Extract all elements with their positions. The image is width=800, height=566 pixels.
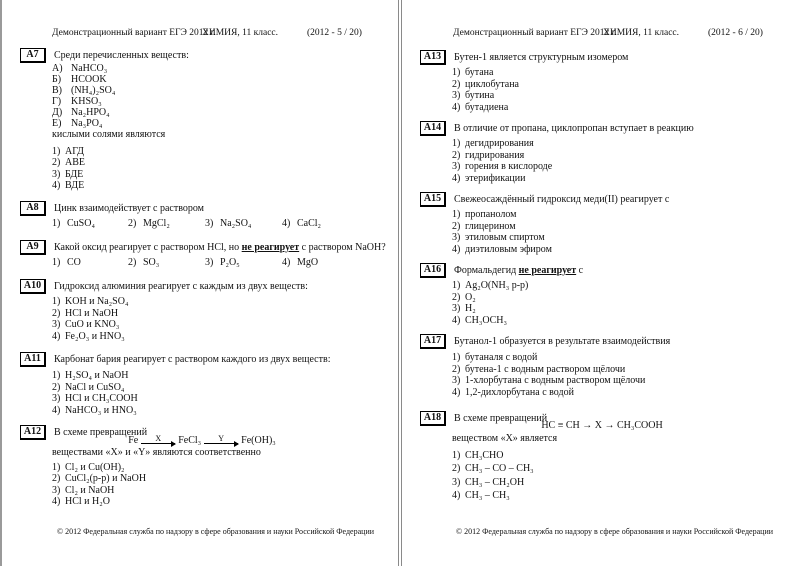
question-a12 (20, 425, 380, 508)
option-text: CH₃ – CH₃ (465, 490, 510, 502)
option-text: SO₃ (143, 257, 160, 268)
answer-option-3[interactable] (452, 375, 780, 387)
substance-label: В) (52, 85, 62, 96)
option-text: этиловым спиртом (465, 232, 545, 244)
substance-formula: Na₃PO₄ (71, 118, 103, 129)
answer-option-3[interactable] (52, 485, 380, 497)
option-number: 4) (282, 257, 291, 268)
answer-option-4[interactable] (452, 244, 780, 256)
option-number: 1) (452, 209, 461, 220)
question-number-box: A17 (420, 334, 446, 349)
substance-item (52, 63, 380, 74)
question-number-box: A7 (20, 48, 46, 63)
substance-item (52, 118, 380, 129)
question-prompt (54, 242, 386, 253)
header-page-number: (2012 - 6 / 20) (708, 28, 763, 38)
question-a15 (420, 192, 780, 255)
question-prompt (54, 354, 330, 365)
option-number: 1) (452, 449, 461, 461)
answer-option-3[interactable] (452, 90, 780, 102)
option-number: 4) (282, 218, 291, 229)
answer-options (452, 67, 780, 113)
question-number-box: A14 (420, 121, 446, 136)
question-prompt (454, 52, 628, 63)
prompt-text: В отличие от пропана, циклопропан вступает в реакцию (454, 122, 694, 134)
question-prompt (454, 123, 694, 134)
option-text: циклобутана (465, 78, 519, 90)
answer-option-2[interactable] (452, 79, 780, 91)
question-note: кислыми солями являются (52, 129, 166, 140)
option-number: 2) (452, 149, 461, 161)
substance-formula: Na₂HPO₄ (71, 107, 110, 118)
answer-option-3[interactable] (52, 319, 380, 331)
question-number-box: A11 (20, 352, 46, 367)
option-number: 3) (52, 484, 61, 496)
option-number: 2) (52, 307, 61, 319)
question-number-box: A16 (420, 263, 446, 278)
option-number: 2) (52, 473, 61, 485)
option-text: АВЕ (65, 157, 85, 169)
answer-option-4[interactable] (52, 331, 380, 343)
substance-formula: (NH₄)₂SO₄ (71, 85, 116, 96)
option-number: 2) (128, 257, 137, 268)
header-subject: ХИМИЯ, 11 класс. (603, 28, 680, 38)
option-number: 3) (205, 257, 214, 268)
answer-option-3[interactable] (452, 232, 780, 244)
question-header (20, 201, 380, 215)
question-a9 (20, 240, 386, 269)
question-header (20, 240, 386, 254)
option-text: горения в кислороде (465, 161, 553, 173)
answer-option-2[interactable] (52, 157, 380, 169)
option-number: 1) (452, 352, 461, 363)
answer-option-4[interactable] (52, 496, 380, 508)
prompt-text: Бутен-1 является структурным изомером (454, 51, 629, 63)
option-number: 3) (52, 393, 61, 405)
answer-option-1[interactable] (52, 296, 380, 308)
option-text: пропанолом (465, 209, 517, 220)
arrow-label: X (155, 434, 162, 443)
option-text: бутана (465, 67, 494, 78)
prompt-text: с (576, 264, 584, 276)
answer-option-2[interactable] (52, 382, 380, 394)
option-number: 4) (52, 496, 61, 508)
question-header (420, 50, 780, 64)
prompt-text: В схеме превращений (454, 412, 548, 424)
answer-option-3[interactable] (452, 161, 780, 173)
answer-option-2[interactable] (52, 473, 380, 485)
page-5 (0, 0, 398, 566)
substance-item (52, 85, 380, 96)
option-text: глицерином (465, 220, 516, 232)
question-header (20, 279, 380, 293)
answer-option-4[interactable] (282, 218, 321, 230)
answer-option-4[interactable] (452, 489, 780, 503)
answer-options (52, 218, 380, 230)
option-text: бутена-1 с водным раствором щёлочи (465, 363, 626, 375)
answer-option-2[interactable] (128, 218, 170, 230)
option-number: 1) (452, 138, 461, 149)
answer-option-4[interactable] (452, 102, 780, 114)
answer-option-1[interactable] (452, 449, 780, 463)
option-number: 4) (452, 314, 461, 326)
question-a14 (420, 121, 780, 184)
option-number: 1) (452, 67, 461, 78)
answer-option-2[interactable] (452, 150, 780, 162)
option-text: CH₃OCH₃ (465, 314, 507, 326)
page-6 (402, 0, 800, 566)
arrow-shaft (141, 443, 175, 444)
option-text: CaCl₂ (297, 218, 322, 229)
option-number: 4) (52, 330, 61, 342)
answer-options (452, 138, 780, 184)
question-prompt (54, 281, 308, 292)
answer-option-3[interactable] (52, 169, 380, 181)
header-title: Демонстрационный вариант ЕГЭ 2012 г. (453, 28, 617, 38)
option-number: 2) (452, 291, 461, 303)
answer-option-1[interactable] (52, 218, 95, 230)
substance-item (52, 74, 380, 85)
answer-options (52, 257, 380, 269)
prompt-text: Бутанол-1 образуется в результате взаимодействия (454, 335, 671, 347)
prompt-text: В схеме превращений (54, 426, 148, 438)
option-text: АГД (65, 145, 84, 157)
option-text: Cl₂ и Cu(OH)₂ (65, 461, 125, 473)
answer-options (452, 449, 780, 503)
option-text: бутаналя с водой (465, 352, 538, 363)
reaction-arrow-icon (204, 435, 238, 444)
option-number: 3) (452, 375, 461, 387)
question-header (420, 192, 780, 206)
option-text: этерификации (465, 172, 526, 184)
option-text: H₂ (465, 303, 476, 315)
answer-option-3[interactable] (52, 393, 380, 405)
prompt-emphasis: не реагирует (518, 264, 577, 276)
prompt-text: Среди перечисленных веществ: (54, 49, 189, 61)
substance-formula: NaHCO₃ (71, 63, 108, 74)
answer-option-2[interactable] (452, 462, 780, 476)
answer-options (452, 352, 780, 398)
question-header (420, 334, 780, 348)
option-number: 3) (52, 319, 61, 331)
question-note: веществами «X» и «Y» являются соответственно (52, 447, 261, 458)
option-text: CuO и KNO₃ (65, 319, 120, 331)
substance-label: Б) (52, 74, 62, 85)
answer-options (52, 146, 380, 192)
option-number: 3) (452, 476, 461, 488)
option-text: 1-хлорбутана с водным раствором щёлочи (465, 375, 646, 387)
option-number: 2) (452, 78, 461, 90)
option-text: Ag₂O(NH₃ р-р) (465, 280, 529, 291)
option-number: 2) (452, 463, 461, 475)
prompt-text: Цинк взаимодействует с раствором (54, 202, 205, 214)
question-number-box: A15 (420, 192, 446, 207)
header-title: Демонстрационный вариант ЕГЭ 2012 г. (52, 28, 216, 38)
question-prompt (454, 413, 547, 424)
option-number: 3) (452, 232, 461, 244)
option-text: NaHCO₃ и HNO₃ (65, 404, 137, 416)
question-a13 (420, 50, 780, 113)
substance-item (52, 96, 380, 107)
answer-option-4[interactable] (52, 180, 380, 192)
substance-formula: KHSO₃ (71, 96, 102, 107)
prompt-text: с раствором NaOH? (299, 241, 386, 253)
option-number: 4) (452, 172, 461, 184)
question-number-box: A13 (420, 50, 446, 65)
option-text: CH₃ – CH₂OH (465, 476, 525, 488)
option-text: HCl и H₂O (65, 496, 110, 508)
option-number: 4) (452, 490, 461, 502)
answer-option-3[interactable] (205, 257, 240, 269)
question-a8 (20, 201, 380, 230)
option-text: MgCl₂ (143, 218, 170, 229)
prompt-emphasis: не реагирует (241, 241, 300, 253)
question-a18 (420, 411, 780, 503)
option-number: 4) (52, 180, 61, 192)
option-text: KOH и Na₂SO₄ (65, 296, 129, 307)
question-prompt (454, 336, 670, 347)
answer-option-1[interactable] (52, 146, 380, 158)
option-text: Na₂SO₄ (220, 218, 252, 229)
answer-option-3[interactable] (452, 303, 780, 315)
prompt-text: Свежеосаждённый гидроксид меди(II) реагирует с (454, 193, 670, 205)
question-number-box: A10 (20, 279, 46, 294)
answer-option-1[interactable] (452, 209, 780, 221)
answer-option-1[interactable] (52, 257, 81, 269)
answer-option-4[interactable] (52, 405, 380, 417)
answer-option-2[interactable] (52, 308, 380, 320)
option-text: CH₃ – CO – CH₃ (465, 463, 534, 475)
option-text: ВДЕ (65, 180, 85, 192)
option-number: 1) (452, 280, 461, 291)
option-text: H₂SO₄ и NaOH (65, 370, 129, 381)
question-header (420, 263, 780, 277)
question-prompt (454, 194, 669, 205)
question-a7 (20, 48, 380, 192)
option-text: NaCl и CuSO₄ (65, 381, 125, 393)
answer-option-1[interactable] (452, 280, 780, 292)
question-a11 (20, 352, 380, 416)
answer-option-1[interactable] (452, 352, 780, 364)
option-text: CuCl₂(р-р) и NaOH (65, 473, 147, 485)
answer-option-1[interactable] (452, 67, 780, 79)
option-number: 1) (52, 218, 61, 229)
question-prompt (454, 265, 583, 276)
option-number: 1) (52, 296, 61, 307)
option-text: CuSO₄ (67, 218, 95, 229)
option-number: 3) (452, 303, 461, 315)
answer-options (52, 370, 380, 416)
answer-option-3[interactable] (452, 476, 780, 490)
header-page-number: (2012 - 5 / 20) (307, 28, 362, 38)
option-text: HCl и NaOH (65, 307, 119, 319)
option-number: 4) (452, 386, 461, 398)
option-number: 2) (128, 218, 137, 229)
page-footer-copyright: © 2012 Федеральная служба по надзору в сфере образования и науки Российской Федерации (57, 527, 374, 536)
answer-option-1[interactable] (452, 138, 780, 150)
prompt-text: Карбонат бария реагирует с раствором каждого из двух веществ: (54, 353, 331, 365)
answer-options (452, 209, 780, 255)
scheme-substance: FeCl₃ (178, 435, 202, 446)
option-number: 4) (52, 404, 61, 416)
question-a16 (420, 263, 780, 326)
arrow-shaft (204, 443, 238, 444)
question-number-box: A9 (20, 240, 46, 255)
option-number: 2) (52, 381, 61, 393)
option-number: 3) (452, 161, 461, 173)
answer-option-2[interactable] (128, 257, 159, 269)
question-header (20, 352, 380, 366)
scheme-substance: Fe(OH)₃ (241, 435, 276, 446)
question-header (20, 48, 380, 62)
question-note: веществом «X» является (452, 433, 558, 444)
option-number: 2) (452, 220, 461, 232)
option-number: 1) (52, 257, 61, 268)
option-text: 1,2-дихлорбутана с водой (465, 386, 574, 398)
question-header (420, 121, 780, 135)
reaction-arrow-icon (141, 435, 175, 444)
answer-option-1[interactable] (52, 370, 380, 382)
substance-formula: HCOOK (71, 74, 107, 85)
answer-options (452, 280, 780, 326)
question-number-box: A12 (20, 425, 46, 440)
answer-option-4[interactable] (452, 387, 780, 399)
answer-option-4[interactable] (282, 257, 318, 269)
option-text: бутина (465, 90, 495, 102)
question-prompt (54, 203, 204, 214)
option-text: диэтиловым эфиром (465, 243, 552, 255)
option-text: HCl и CH₃COOH (65, 393, 138, 405)
substance-label: А) (52, 63, 63, 74)
answer-option-3[interactable] (205, 218, 251, 230)
answer-option-1[interactable] (52, 462, 380, 474)
option-number: 4) (452, 101, 461, 113)
option-text: CH₃CHO (465, 449, 504, 461)
option-number: 1) (52, 370, 61, 381)
answer-option-2[interactable] (452, 221, 780, 233)
option-text: MgO (297, 257, 319, 268)
question-a10 (20, 279, 380, 342)
option-number: 2) (452, 363, 461, 375)
question-number-box: A8 (20, 201, 46, 216)
option-number: 4) (452, 243, 461, 255)
option-number: 1) (52, 461, 61, 473)
substance-label: Г) (52, 96, 62, 107)
option-text: бутадиена (465, 101, 509, 113)
question-a17 (420, 334, 780, 398)
arrow-label: Y (218, 434, 225, 443)
scheme-substance: Fe (128, 435, 139, 446)
answer-options (52, 296, 380, 342)
prompt-text: Гидроксид алюминия реагирует с каждым из двух веществ: (54, 280, 308, 292)
page-footer-copyright: © 2012 Федеральная служба по надзору в сфере образования и науки Российской Федерации (456, 527, 773, 536)
answer-option-2[interactable] (452, 364, 780, 376)
option-text: P₂O₅ (220, 257, 240, 268)
option-text: гидрирования (465, 149, 525, 161)
answer-options (52, 462, 380, 508)
substance-item (52, 107, 380, 118)
option-text: дегидрирования (465, 138, 534, 149)
substance-label: Д) (52, 107, 63, 118)
answer-option-2[interactable] (452, 292, 780, 304)
substance-label: Е) (52, 118, 62, 129)
header-subject: ХИМИЯ, 11 класс. (202, 28, 279, 38)
option-number: 1) (52, 145, 61, 157)
option-text: БДЕ (65, 168, 84, 180)
question-number-box: A18 (420, 411, 446, 426)
option-number: 3) (52, 168, 61, 180)
option-text: Cl₂ и NaOH (65, 484, 115, 496)
option-text: Fe₂O₃ и HNO₃ (65, 330, 125, 342)
answer-option-4[interactable] (452, 173, 780, 185)
option-number: 3) (205, 218, 214, 229)
option-text: O₂ (465, 291, 476, 303)
option-number: 2) (52, 157, 61, 169)
prompt-text: Какой оксид реагирует с раствором HCl, но (54, 241, 242, 253)
substance-list (52, 63, 380, 129)
question-prompt (54, 50, 189, 61)
option-text: CO (67, 257, 81, 268)
prompt-text: Формальдегид (454, 264, 519, 276)
reaction-scheme: HC ≡ CH → X → CH₃COOH (541, 420, 663, 431)
option-number: 3) (452, 90, 461, 102)
answer-option-4[interactable] (452, 315, 780, 327)
